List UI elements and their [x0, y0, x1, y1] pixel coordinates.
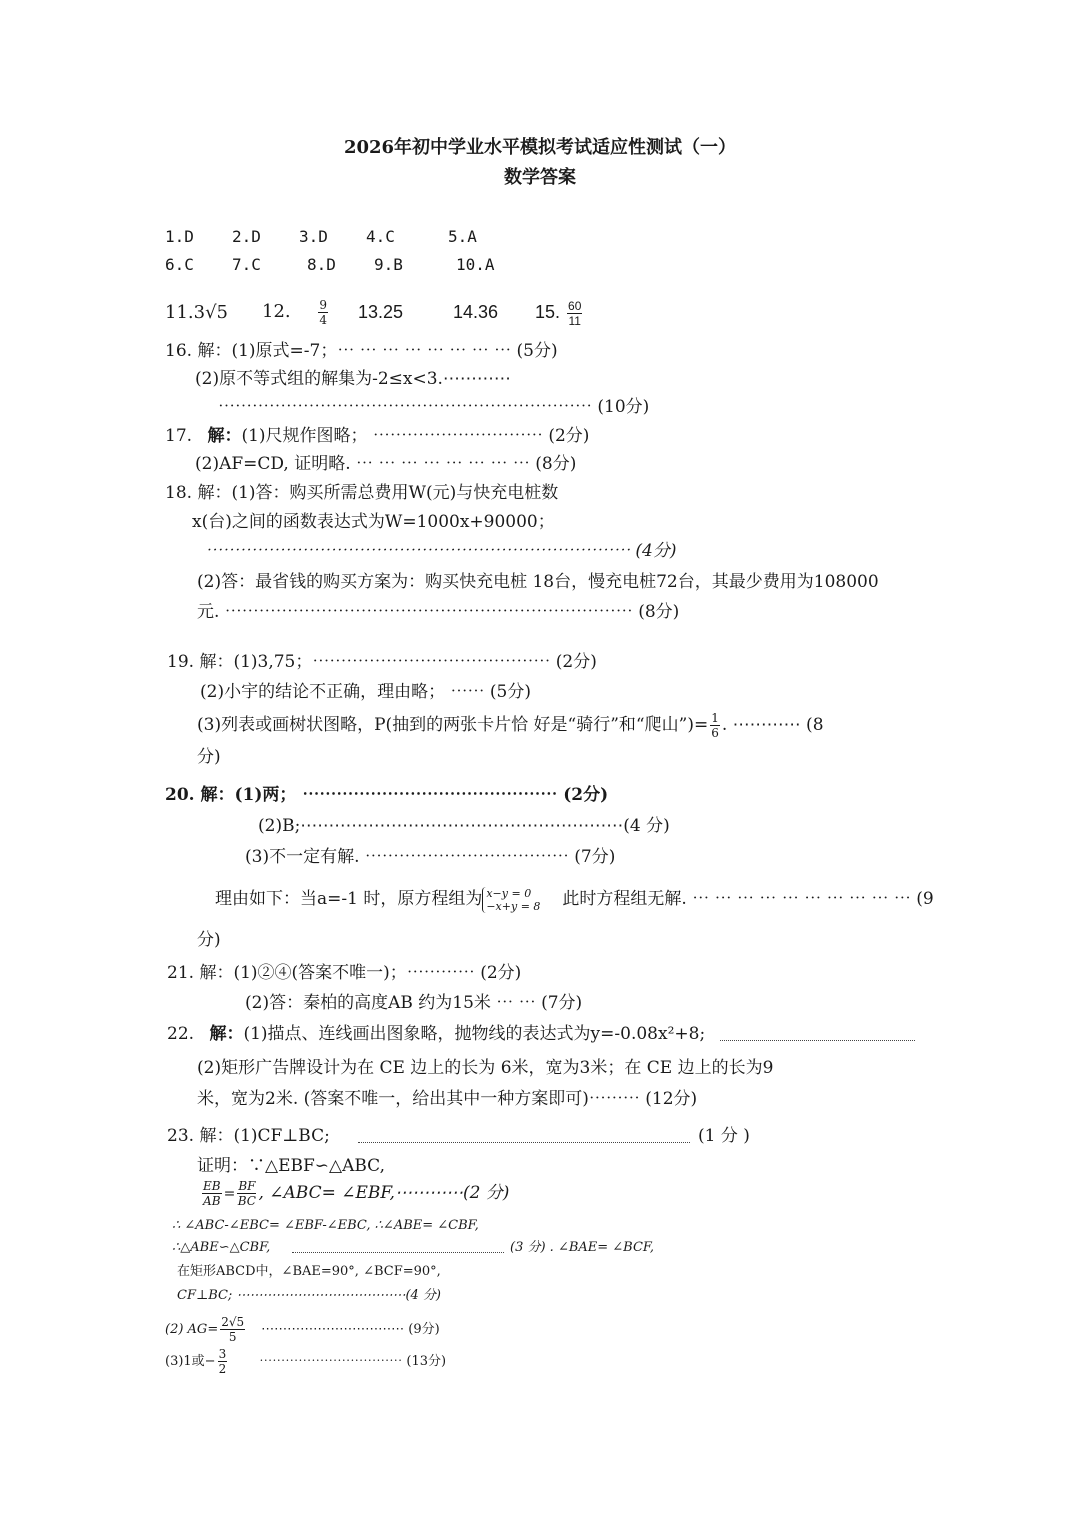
q23-dotted-line-1 — [358, 1142, 690, 1143]
choice-10: 10.A — [456, 255, 495, 274]
q23-dotted-line-2 — [292, 1252, 504, 1253]
fraction-19-numerator: 1 — [711, 711, 719, 725]
fraction-ag — [220, 1315, 245, 1344]
fill-answer-12 — [262, 295, 330, 329]
q19-line-3 — [197, 708, 824, 742]
fraction-eb-ab — [202, 1179, 222, 1208]
q23-line-1: 23. 解：(1)CF⊥BC; — [167, 1126, 330, 1146]
fill-answer-12-label: 12. — [262, 301, 291, 322]
q23-line-5: ∴△ABE∽△CBF, — [172, 1240, 271, 1255]
q20-line-5: 分) — [197, 930, 221, 950]
q22-solution-label: 解： — [209, 1024, 244, 1044]
choice-5: 5.A — [448, 227, 477, 246]
fraction-part-3 — [218, 1347, 228, 1376]
fraction-12-numerator: 9 — [319, 297, 328, 312]
page-title: 2026年初中学业水平模拟考试适应性测试（一） — [343, 137, 737, 158]
fraction-19-denominator: 6 — [711, 726, 719, 740]
q23-line-6: 在矩形ABCD中，∠BAE=90°, ∠BCF=90°, — [177, 1264, 441, 1279]
q17-line-1 — [165, 425, 589, 447]
q22-line-1 — [167, 1023, 705, 1045]
q23-line-7: CF⊥BC; ⋯⋯⋯⋯⋯⋯⋯⋯⋯⋯⋯⋯⋯(4 分) — [177, 1288, 441, 1303]
fraction-part-3-numerator: 3 — [218, 1347, 227, 1361]
q18-line-2: x(台)之间的函数表达式为W=1000x+90000； — [192, 512, 555, 532]
fraction-ag-numerator: 2√5 — [221, 1315, 245, 1329]
fill-answer-15 — [535, 295, 584, 329]
choice-2: 2.D — [232, 227, 261, 246]
q16-line-2: (2)原不等式组的解集为-2≤x<3.⋯⋯⋯⋯ — [195, 369, 511, 389]
q19-line-3-score: . ⋯⋯⋯⋯ (8 — [721, 715, 824, 735]
q23-line-5-score: (3 分) . ∠BAE= ∠BCF, — [510, 1240, 655, 1255]
q22-number: 22. — [167, 1024, 195, 1044]
fraction-19 — [710, 711, 720, 740]
q23-part-2-label: (2) AG= — [165, 1322, 219, 1337]
q20-line-4 — [215, 880, 934, 918]
q16-line-1: 16. 解：(1)原式=-7；⋯ ⋯ ⋯ ⋯ ⋯ ⋯ ⋯ ⋯ (5分) — [165, 341, 558, 361]
fraction-eb-ab-numerator: EB — [203, 1179, 221, 1193]
q23-line-9 — [165, 1344, 446, 1380]
q17-solution-label: 解： — [207, 426, 242, 446]
fill-answer-13: 13.25 — [358, 302, 404, 322]
fill-answer-14: 14.36 — [453, 302, 499, 322]
q21-line-1: 21. 解：(1)②④(答案不唯一)；⋯⋯⋯⋯ (2分) — [167, 963, 522, 983]
q20-line-4-score: 此时方程组无解. ⋯ ⋯ ⋯ ⋯ ⋯ ⋯ ⋯ ⋯ ⋯ ⋯ (9 — [562, 889, 934, 909]
equation-2: −x+y = 8 — [486, 899, 541, 913]
q23-line-8 — [165, 1312, 440, 1348]
fraction-bf-bc — [237, 1179, 256, 1208]
fraction-bf-bc-denominator: BC — [237, 1194, 256, 1208]
q16-line-3: ⋯⋯⋯⋯⋯⋯⋯⋯⋯⋯⋯⋯⋯⋯⋯⋯⋯⋯⋯⋯⋯⋯ (10分) — [218, 397, 650, 417]
q20-line-2: (2)B;⋯⋯⋯⋯⋯⋯⋯⋯⋯⋯⋯⋯⋯⋯⋯⋯⋯⋯⋯(4 分) — [258, 816, 670, 836]
q20-line-3: (3)不一定有解. ⋯⋯⋯⋯⋯⋯⋯⋯⋯⋯⋯⋯ (7分) — [245, 847, 616, 867]
q23-part-2-score: ⋯⋯⋯⋯⋯⋯⋯⋯⋯⋯⋯ (9分) — [261, 1322, 440, 1337]
page-subtitle: 数学答案 — [504, 167, 576, 188]
choice-6: 6.C — [165, 255, 194, 274]
choice-1: 1.D — [165, 227, 194, 246]
fraction-equals: = — [223, 1186, 236, 1202]
equation-1: x−y = 0 — [486, 886, 532, 900]
choice-8: 8.D — [307, 255, 336, 274]
fraction-15-numerator: 60 — [568, 298, 582, 313]
q17-number: 17. — [165, 426, 193, 446]
q18-line-1: 18. 解：(1)答：购买所需总费用W(元)与快充电桩数 — [165, 483, 559, 503]
q20-line-1: 20. 解：(1)两； ⋯⋯⋯⋯⋯⋯⋯⋯⋯⋯⋯⋯⋯⋯⋯ (2分) — [165, 785, 609, 805]
choice-4: 4.C — [366, 227, 395, 246]
q23-part-3-score: ⋯⋯⋯⋯⋯⋯⋯⋯⋯⋯⋯ (13分) — [259, 1354, 447, 1369]
fraction-bf-bc-numerator: BF — [238, 1179, 256, 1193]
fill-answer-11: 11.3√5 — [165, 302, 228, 323]
q18-line-5: 元. ⋯⋯⋯⋯⋯⋯⋯⋯⋯⋯⋯⋯⋯⋯⋯⋯⋯⋯⋯⋯⋯⋯⋯⋯ (8分) — [197, 602, 680, 622]
q20-line-4-text: 理由如下：当a=-1 时，原方程组为 — [215, 889, 483, 909]
q23-line-3 — [200, 1175, 509, 1212]
choice-9: 9.B — [374, 255, 403, 274]
q19-line-4: 分) — [197, 747, 221, 767]
q17-part-1: (1)尺规作图略； ⋯⋯⋯⋯⋯⋯⋯⋯⋯⋯ (2分) — [241, 426, 590, 446]
fraction-15-denominator: 11 — [568, 313, 581, 328]
q22-line-2: (2)矩形广告牌设计为在 CE 边上的长为 6米，宽为3米；在 CE 边上的长为9 — [197, 1058, 774, 1078]
q19-line-3-text: (3)列表或画树状图略，P(抽到的两张卡片恰 好是“骑行”和“爬山”)= — [197, 715, 709, 735]
q23-line-2: 证明：∵△EBF∽△ABC, — [197, 1156, 385, 1176]
fraction-ag-denominator: 5 — [228, 1330, 237, 1344]
q23-line-3-text: , ∠ABC= ∠EBF,⋯⋯⋯⋯(2 分) — [258, 1183, 510, 1203]
choice-3: 3.D — [299, 227, 328, 246]
q18-line-4: (2)答：最省钱的购买方案为：购买快充电桩 18台，慢充电桩72台，其最少费用为108000 — [197, 572, 879, 592]
q23-part-3-label: (3)1或− — [165, 1354, 216, 1369]
q23-line-1-score: (1 分 ) — [698, 1126, 750, 1146]
fraction-15 — [567, 299, 582, 328]
q18-line-3: ⋯⋯⋯⋯⋯⋯⋯⋯⋯⋯⋯⋯⋯⋯⋯⋯⋯⋯⋯⋯⋯⋯⋯⋯⋯ (4分) — [205, 541, 677, 561]
q22-line-3: 米，宽为2米. (答案不唯一，给出其中一种方案即可)⋯⋯⋯ (12分) — [197, 1089, 698, 1109]
q19-line-2: (2)小宇的结论不正确，理由略； ⋯⋯ (5分) — [200, 682, 531, 702]
q23-line-4: ∴ ∠ABC-∠EBC= ∠EBF-∠EBC, ∴∠ABE= ∠CBF, — [172, 1218, 479, 1233]
fill-answer-15-label: 15. — [535, 302, 561, 322]
q21-line-2: (2)答：秦柏的高度AB 约为15米 ⋯ ⋯ (7分) — [245, 993, 583, 1013]
q19-line-1: 19. 解：(1)3,75；⋯⋯⋯⋯⋯⋯⋯⋯⋯⋯⋯⋯⋯⋯ (2分) — [167, 652, 597, 672]
choice-7: 7.C — [232, 255, 261, 274]
equation-system — [482, 887, 540, 913]
q22-dotted-line — [720, 1040, 915, 1041]
q22-part-1: (1)描点、连线画出图象略，抛物线的表达式为y=-0.08x²+8; — [243, 1024, 706, 1044]
fraction-eb-ab-denominator: AB — [203, 1194, 221, 1208]
fraction-12-denominator: 4 — [319, 312, 328, 327]
fraction-part-3-denominator: 2 — [218, 1362, 227, 1376]
fraction-12 — [318, 298, 328, 327]
q17-line-2: (2)AF=CD, 证明略. ⋯ ⋯ ⋯ ⋯ ⋯ ⋯ ⋯ ⋯ (8分) — [195, 454, 577, 474]
